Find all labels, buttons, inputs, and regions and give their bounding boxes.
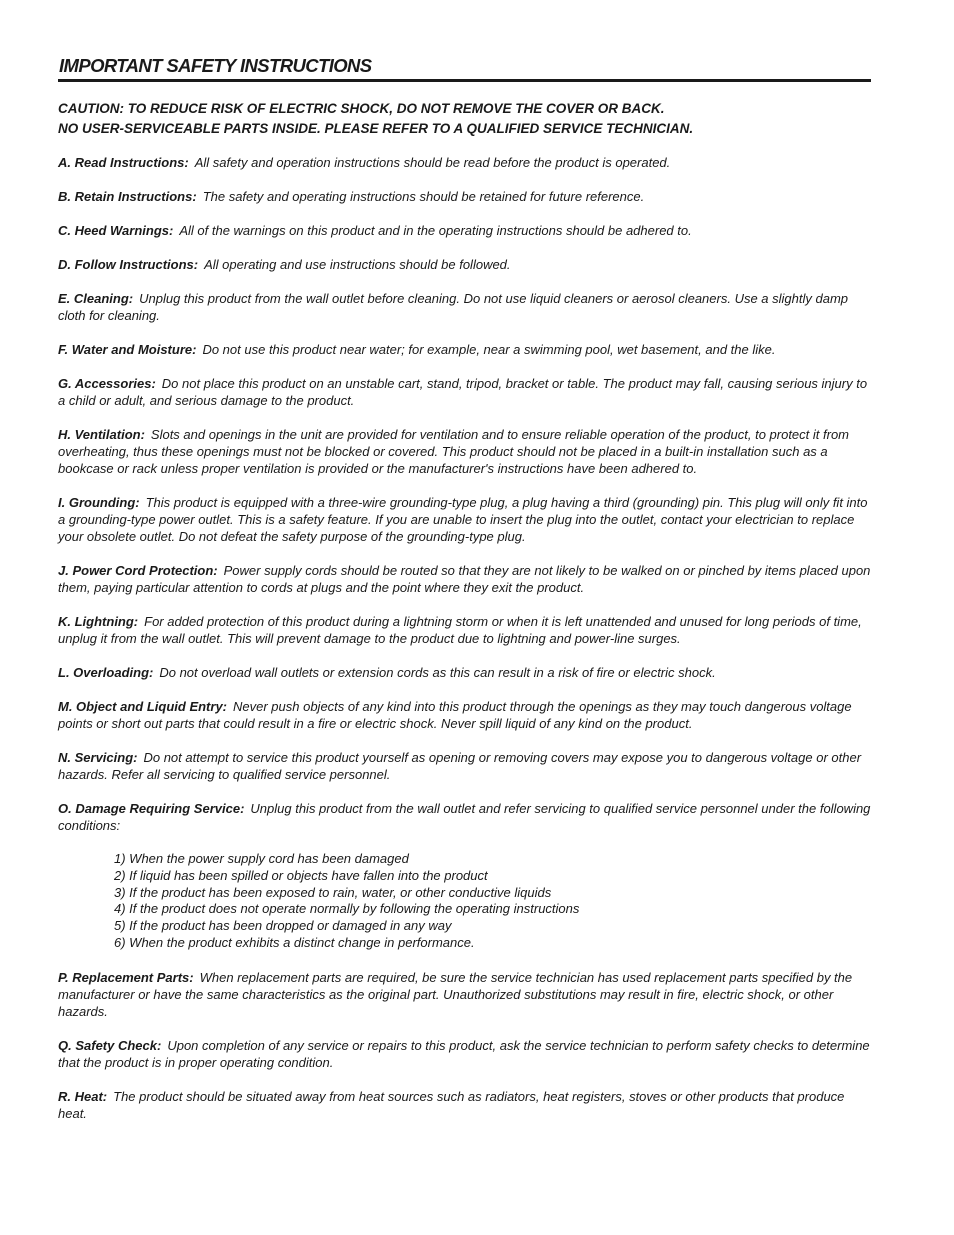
- item-text: All of the warnings on this product and in the operating instructions should be adhered to.: [179, 223, 692, 238]
- item-text: Do not attempt to service this product yourself as opening or removing covers may expose you to dangerous voltage or other hazards. Refer all servicing to qualified service personnel.: [58, 750, 862, 782]
- caution-line-1: CAUTION: TO REDUCE RISK OF ELECTRIC SHOCK, DO NOT REMOVE THE COVER OR BACK.: [58, 101, 665, 116]
- item-heading: J. Power Cord Protection:: [58, 563, 218, 578]
- item-text: Slots and openings in the unit are provided for ventilation and to ensure reliable operation of the product, to protect it from overheating, thus these openings must not be blocked or covered. This product should not be placed in a built-in installation such as a bookcase or rack unless proper ventilation is provided or the manufacturer's instructions have been adhered to.: [58, 427, 850, 476]
- item-heading: M. Object and Liquid Entry:: [58, 699, 227, 714]
- item-heading: E. Cleaning:: [58, 291, 134, 306]
- instruction-item: [58, 698, 871, 732]
- instruction-item: [58, 1088, 871, 1122]
- item-heading: I. Grounding:: [58, 495, 140, 510]
- item-text: The product should be situated away from heat sources such as radiators, heat registers, stoves or other products that produce heat.: [58, 1088, 845, 1121]
- item-text: When replacement parts are required, be sure the service technician has used replacement parts specified by the manufacturer or have the same characteristics as the original part. Unauthorized substitutions may result in fire, electric shock, or other hazards.: [58, 969, 853, 1019]
- item-text: Unplug this product from the wall outlet and refer servicing to qualified service personnel under the following conditions:: [58, 801, 871, 833]
- item-heading: F. Water and Moisture:: [58, 342, 197, 357]
- condition-item: 3) If the product has been exposed to rain, water, or other conductive liquids: [114, 884, 552, 900]
- instruction-item: [58, 664, 871, 681]
- instruction-item: [58, 154, 871, 171]
- item-heading: O. Damage Requiring Service:: [58, 801, 245, 816]
- item-text: For added protection of this product during a lightning storm or when it is left unattended and unused for long periods of time, unplug it from the wall outlet. This will prevent damage to the product due to lightning and power-line surges.: [58, 614, 862, 646]
- title-rule: [58, 79, 871, 82]
- safety-instructions-page: [58, 54, 871, 1139]
- condition-item: 2) If liquid has been spilled or objects have fallen into the product: [114, 867, 488, 883]
- page-title: IMPORTANT SAFETY INSTRUCTIONS: [59, 55, 372, 76]
- condition-item: 6) When the product exhibits a distinct change in performance.: [114, 934, 475, 950]
- instruction-item: [58, 222, 871, 239]
- item-text: Do not overload wall outlets or extension cords as this can result in a risk of fire or electric shock.: [159, 665, 716, 680]
- item-heading: K. Lightning:: [58, 614, 139, 629]
- item-heading: H. Ventilation:: [58, 427, 145, 442]
- item-text: The safety and operating instructions should be retained for future reference.: [202, 189, 645, 204]
- instruction-item: [58, 494, 871, 545]
- item-text: Upon completion of any service or repairs to this product, ask the service technician to perform safety checks to determine that the product is in proper operating condition.: [58, 1037, 870, 1070]
- item-text: Unplug this product from the wall outlet before cleaning. Do not use liquid cleaners or aerosol cleaners. Use a slightly damp cloth for cleaning.: [58, 291, 849, 323]
- instruction-list: [58, 154, 871, 1122]
- instruction-item: [58, 562, 871, 596]
- item-heading: L. Overloading:: [58, 665, 154, 680]
- item-heading: N. Servicing:: [58, 750, 138, 765]
- item-heading: C. Heed Warnings:: [58, 223, 174, 238]
- caution-notice: [58, 99, 871, 138]
- instruction-item: [58, 613, 871, 647]
- item-text: This product is equipped with a three-wire grounding-type plug, a plug having a third (grounding) pin. This plug will only fit into a grounding-type power outlet. This is a safety feature. If you are unable to insert the plug into the outlet, contact your electrician to replace your obsolete outlet. Do not defeat the safety purpose of the grounding-type plug.: [58, 495, 868, 544]
- instruction-item: [58, 256, 871, 273]
- item-heading: G. Accessories:: [58, 376, 156, 391]
- item-text: Never push objects of any kind into this product through the openings as they may touch dangerous voltage points or short out parts that could result in a fire or electric shock. Never spill liquid of any kind on the product.: [58, 699, 852, 731]
- instruction-item: [58, 341, 871, 358]
- instruction-item: [58, 800, 871, 834]
- instruction-item: [58, 1037, 871, 1071]
- condition-item: 4) If the product does not operate normally by following the operating instructions: [114, 901, 580, 917]
- item-heading: B. Retain Instructions:: [58, 189, 197, 204]
- caution-line-2: NO USER-SERVICEABLE PARTS INSIDE. PLEASE REFER TO A QUALIFIED SERVICE TECHNICIAN.: [58, 120, 694, 136]
- item-heading: P. Replacement Parts:: [58, 969, 194, 985]
- condition-item: 1) When the power supply cord has been damaged: [114, 851, 409, 866]
- instruction-item: [58, 290, 871, 324]
- item-text: Power supply cords should be routed so that they are not likely to be walked on or pinched by items placed upon them, paying particular attention to cords at plugs and the point where they exit the product.: [58, 563, 871, 595]
- item-text: All safety and operation instructions should be read before the product is operated.: [194, 155, 671, 170]
- instruction-item: [58, 969, 871, 1020]
- item-heading: A. Read Instructions:: [58, 155, 189, 170]
- instruction-item: [58, 749, 871, 783]
- item-text: Do not use this product near water; for example, near a swimming pool, wet basement, and the like.: [202, 342, 776, 357]
- condition-item: 5) If the product has been dropped or damaged in any way: [114, 918, 452, 934]
- service-conditions-list: [114, 851, 871, 952]
- instruction-item: [58, 426, 871, 477]
- instruction-item: [58, 375, 871, 409]
- item-heading: R. Heat:: [58, 1088, 108, 1104]
- item-text: All operating and use instructions should be followed.: [204, 257, 511, 272]
- instruction-item: [58, 188, 871, 205]
- item-heading: Q. Safety Check:: [58, 1037, 162, 1053]
- item-text: Do not place this product on an unstable cart, stand, tripod, bracket or table. The product may fall, causing serious injury to a child or adult, and serious damage to the product.: [58, 376, 868, 408]
- item-heading: D. Follow Instructions:: [58, 257, 199, 272]
